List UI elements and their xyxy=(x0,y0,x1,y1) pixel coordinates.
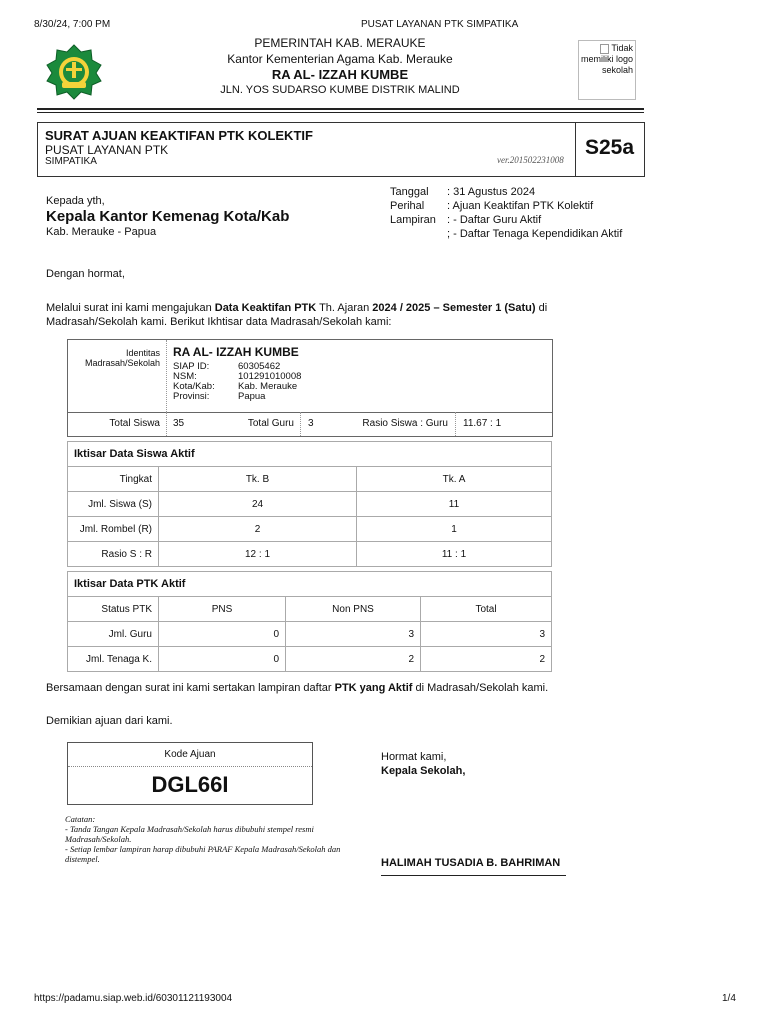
table-row: Jml. Tenaga K. 0 2 2 xyxy=(68,647,552,672)
siswa-title: Iktisar Data Siswa Aktif xyxy=(68,442,552,467)
broken-image-icon xyxy=(600,44,609,54)
table-header: Status PTK xyxy=(68,597,159,622)
rasio-value: 11.67 : 1 xyxy=(463,418,502,429)
identity-details: SIAP ID: 60305462 NSM: 101291010008 Kota/Kab: Kab. Merauke Provinsi: Papua xyxy=(173,361,302,402)
table-row: Jml. Rombel (R) 2 1 xyxy=(68,517,552,542)
letterhead-line2: Kantor Kementerian Agama Kab. Merauke xyxy=(227,52,453,66)
print-timestamp: 8/30/24, 7:00 PM xyxy=(34,19,111,30)
table-header: Tingkat xyxy=(68,467,159,492)
table-header: Non PNS xyxy=(286,597,421,622)
kemenag-logo xyxy=(45,44,103,100)
table-row: Rasio S : R 12 : 1 11 : 1 xyxy=(68,542,552,567)
table-row: Jml. Guru 0 3 3 xyxy=(68,622,552,647)
form-code: S25a xyxy=(585,136,635,159)
intro-paragraph: Melalui surat ini kami mengajukan Data Keaktifan PTK Th. Ajaran 2024 / 2025 – Semester 1 (Satu) di Madrasah/Sekolah kami. Berikut Ikhtisar data Madrasah/Sekolah kami: xyxy=(46,302,548,328)
letterhead-address: JLN. YOS SUDARSO KUMBE DISTRIK MALIND xyxy=(220,84,460,96)
table-row: Jml. Siswa (S) 24 11 xyxy=(68,492,552,517)
signature-title: Kepala Sekolah, xyxy=(381,765,466,777)
table-header: Tk. A xyxy=(357,467,552,492)
table-header: Tk. B xyxy=(159,467,357,492)
print-url: https://padamu.siap.web.id/60301121193004 xyxy=(34,993,233,1004)
form-title: SURAT AJUAN KEAKTIFAN PTK KOLEKTIF xyxy=(45,128,313,143)
recipient-to: Kepada yth, xyxy=(46,195,105,207)
kode-ajuan-box xyxy=(67,742,313,805)
school-logo-placeholder: Tidak memiliki logo sekolah xyxy=(578,40,636,100)
signature-name: HALIMAH TUSADIA B. BAHRIMAN xyxy=(381,857,561,869)
signature-greeting: Hormat kami, xyxy=(381,751,447,763)
table-header: Total xyxy=(421,597,552,622)
letterhead-line1: PEMERINTAH KAB. MERAUKE xyxy=(254,36,426,50)
kode-ajuan-value: DGL66I xyxy=(151,772,229,797)
print-page-number: 1/4 xyxy=(722,993,736,1004)
identity-label: Identitas Madrasah/Sekolah xyxy=(84,348,160,368)
table-header: PNS xyxy=(159,597,286,622)
letterhead-school: RA AL- IZZAH KUMBE xyxy=(271,67,409,82)
ptk-title: Iktisar Data PTK Aktif xyxy=(68,572,552,597)
total-siswa-label: Total Siswa xyxy=(109,418,160,429)
notes xyxy=(65,814,345,864)
note-2: - Setiap lembar lampiran harap dibubuhi PARAF Kepala Madrasah/Sekolah dan distempel. xyxy=(65,844,341,864)
form-subtitle: PUSAT LAYANAN PTK xyxy=(45,143,169,157)
notes-title: Catatan: xyxy=(65,814,96,824)
rasio-label: Rasio Siswa : Guru xyxy=(362,418,448,429)
letter-meta: Tanggal : 31 Agustus 2024 Perihal : Ajuan Keaktifan PTK Kolektif Lampiran : - Daftar Guru Aktif ; - Daftar Tenaga Kependidikan Aktif xyxy=(390,186,623,240)
identity-name: RA AL- IZZAH KUMBE xyxy=(173,345,299,359)
form-subtitle-2: SIMPATIKA xyxy=(45,156,97,167)
print-page-title: PUSAT LAYANAN PTK SIMPATIKA xyxy=(361,19,519,30)
recipient-location: Kab. Merauke - Papua xyxy=(46,226,157,238)
form-version: ver.201502231008 xyxy=(497,155,564,165)
closing-paragraph: Bersamaan dengan surat ini kami sertakan lampiran daftar PTK yang Aktif di Madrasah/Sekolah kami. xyxy=(46,682,549,694)
form-header-box xyxy=(37,122,645,177)
siswa-table xyxy=(67,441,552,567)
total-guru-label: Total Guru xyxy=(247,418,294,429)
identity-table xyxy=(67,339,553,437)
greeting: Dengan hormat, xyxy=(46,268,125,280)
note-1: - Tanda Tangan Kepala Madrasah/Sekolah harus dibubuhi stempel resmi Madrasah/Sekolah. xyxy=(65,824,314,844)
ptk-table xyxy=(67,571,552,672)
recipient-name: Kepala Kantor Kemenag Kota/Kab xyxy=(46,208,290,225)
kode-ajuan-label: Kode Ajuan xyxy=(164,749,216,760)
closing-line: Demikian ajuan dari kami. xyxy=(46,715,173,727)
total-siswa-value: 35 xyxy=(173,418,185,429)
total-guru-value: 3 xyxy=(308,418,314,429)
